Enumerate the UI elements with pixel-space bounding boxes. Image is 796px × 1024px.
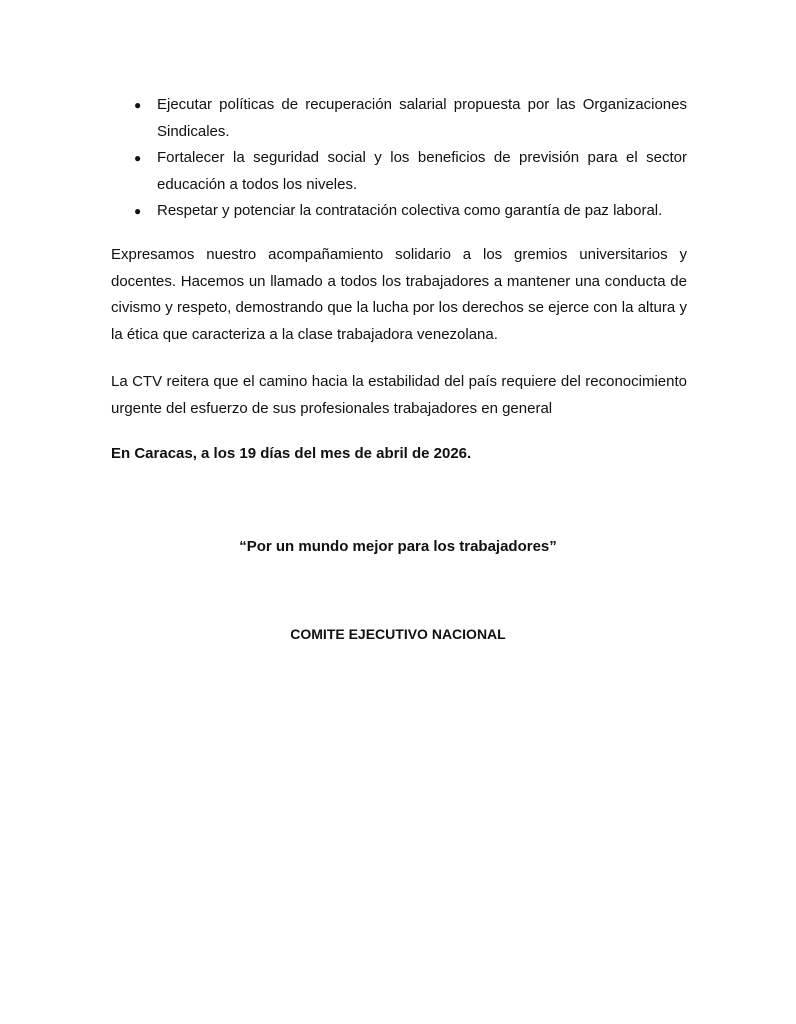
list-item-text: Ejecutar políticas de recuperación salarial propuesta por las Organizaciones Sindicales. <box>157 96 687 140</box>
ctv-statement-paragraph: La CTV reitera que el camino hacia la estabilidad del país requiere del reconocimiento urgente del esfuerzo de sus profesionales trabajadores en general <box>111 373 687 417</box>
list-item <box>134 145 687 198</box>
demands-list <box>134 92 687 225</box>
signature: COMITE EJECUTIVO NACIONAL <box>290 626 506 642</box>
bullet-icon: ● <box>134 151 142 165</box>
list-item <box>134 198 687 225</box>
list-item <box>134 92 687 145</box>
solidarity-paragraph: Expresamos nuestro acompañamiento solidario a los gremios universitarios y docentes. Hacemos un llamado a todos los trabajadores a mantener una conducta de civismo y respeto, demostrando que la lucha por los derechos se ejerce con la altura y la ética que caracteriza a la clase trabajadora venezolana. <box>111 246 687 343</box>
date-line: En Caracas, a los 19 días del mes de abril de 2026. <box>111 445 472 462</box>
bullet-icon: ● <box>134 204 142 218</box>
list-item-text: Respetar y potenciar la contratación colectiva como garantía de paz laboral. <box>157 202 663 219</box>
list-item-text: Fortalecer la seguridad social y los beneficios de previsión para el sector educación a todos los niveles. <box>157 149 687 193</box>
motto: “Por un mundo mejor para los trabajadores” <box>239 538 557 555</box>
bullet-icon: ● <box>134 98 142 112</box>
